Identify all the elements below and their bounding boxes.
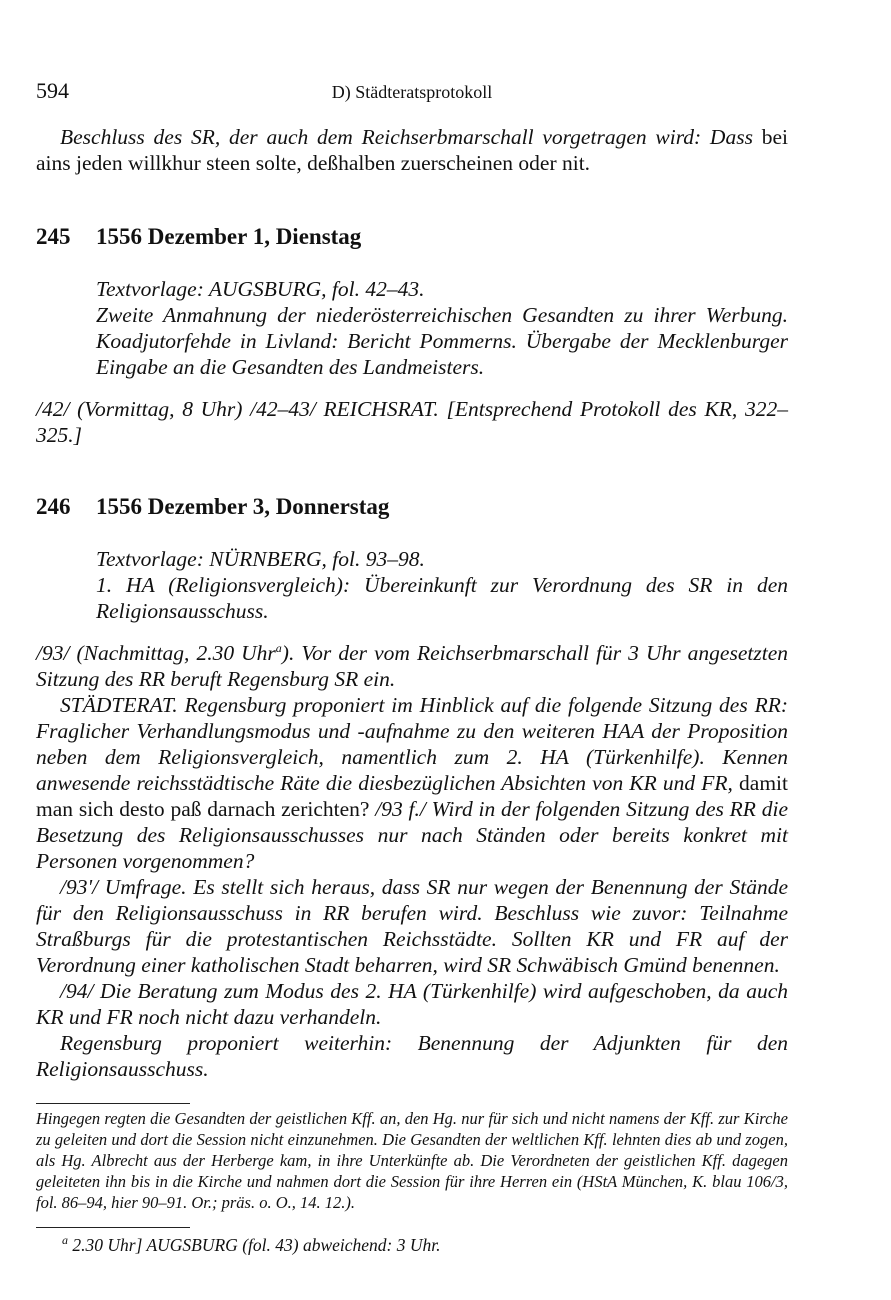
entry-246-summary: 1. HA (Religionsvergleich): Übereinkunft zur Verordnung des SR in den Religionsausschuss. — [96, 573, 788, 623]
entry-246-p3: /93'/ Umfrage. Es stellt sich heraus, dass SR nur wegen der Benennung der Stände für den Religionsausschuss in RR berufen wird. Beschluss wie zuvor: Teilnahme Straßburgs für die protestantischen Reichsstädte. Sollten KR und FR auf der Verordnung einer katholischen Stadt beharren, wird SR Schwäbisch Gmünd benennen. — [36, 875, 788, 977]
footnote-marker-a: a — [275, 640, 282, 655]
intro-roman: bei ains jeden willkhur steen solte, deßhalben zuerscheinen oder nit. — [36, 125, 788, 175]
entry-245-number: 245 — [36, 224, 71, 249]
entry-246-regest — [96, 546, 788, 624]
entry-245-source: Textvorlage: AUGSBURG, fol. 42–43. — [96, 277, 425, 301]
running-header — [36, 78, 788, 106]
entry-245-text — [36, 396, 788, 448]
p2-start: STÄDTERAT. Regensburg proponiert im Hinblick auf die folgende Sitzung des RR: Fraglicher Verhandlungsmodus und -aufnahme zu den weiteren HAA der Proposition neben dem Religionsvergleich, namentlich zum 2. HA (Türkenhilfe). Kennen anwesende reichsstädtische Räte die diesbezüglichen Absichten von KR und FR, — [36, 693, 788, 795]
running-title: D) Städteratsprotokoll — [331, 82, 493, 102]
entry-246-p2 — [36, 692, 788, 874]
p1-start: /93/ (Nachmittag, 2.30 Uhr — [36, 641, 276, 665]
entry-246-number: 246 — [36, 494, 71, 519]
footnote-rule-bottom — [36, 1227, 190, 1228]
entry-245-paragraph: /42/ (Vormittag, 8 Uhr) /42–43/ REICHSRAT. [Entsprechend Protokoll des KR, 322–325.] — [36, 397, 788, 447]
intro-italic: Beschluss des SR, der auch dem Reichserbmarschall vorgetragen wird: Dass — [60, 125, 753, 149]
entry-246-p1 — [36, 640, 788, 692]
variant-footnote-text: 2.30 Uhr] AUGSBURG (fol. 43) abweichend: 3 Uhr. — [68, 1235, 441, 1255]
entry-245-regest — [96, 276, 788, 380]
entry-246-p4: /94/ Die Beratung zum Modus des 2. HA (Türkenhilfe) wird aufgeschoben, da auch KR und FR noch nicht dazu verhandeln. — [36, 979, 788, 1029]
p2-end: /93 f./ Wird in der folgenden Sitzung des RR die Besetzung des Religionsausschusses nur nach Ständen oder bereits konkret mit Personen vorgenommen? — [36, 797, 789, 873]
intro-paragraph — [36, 124, 788, 176]
carryover-footnote-text: Hingegen regten die Gesandten der geistlichen Kff. an, den Hg. nur für sich und nicht namens der Kff. zur Kirche zu geleiten und dort die Session nicht einzunehmen. Die Gesandten der weltlichen Kff. lehnten dies ab und zogen, als Hg. Albrecht aus der Herberge kam, in ihre Unterkünfte ab. Die Verordneten der geistlichen Kff. dagegen geleiteten ihn bis in die Kirche und nahmen dort die Session für ihre Herren ein (HStA München, K. blau 106/3, fol. 86–94, hier 90–91. Or.; präs. o. O., 14. 12.). — [36, 1109, 788, 1212]
entry-245-date: 1556 Dezember 1, Dienstag — [96, 224, 362, 249]
entry-246-text — [36, 640, 788, 1082]
p2-quote: damit man sich desto paß darnach zerichten? — [36, 771, 788, 821]
carryover-footnote — [36, 1108, 788, 1213]
entry-246-p5: Regensburg proponiert weiterhin: Benennung der Adjunkten für den Religionsausschuss. — [36, 1031, 788, 1081]
entry-245-heading — [36, 224, 361, 250]
p1-end: ). Vor der vom Reichserbmarschall für 3 Uhr angesetzten Sitzung des RR beruft Regensburg SR ein. — [36, 641, 788, 691]
entry-245-summary: Zweite Anmahnung der niederösterreichischen Gesandten zu ihrer Werbung. Koadjutorfehde in Livland: Bericht Pommerns. Übergabe der Mecklenburger Eingabe an die Gesandten des Landmeisters. — [96, 303, 788, 379]
page-number: 594 — [36, 78, 69, 103]
entry-246-source: Textvorlage: NÜRNBERG, fol. 93–98. — [96, 547, 425, 571]
entry-246-heading — [36, 494, 389, 520]
variant-footnote — [62, 1234, 788, 1256]
footnote-rule-top — [36, 1103, 190, 1104]
variant-footnote-mark: a — [62, 1233, 68, 1248]
entry-246-date: 1556 Dezember 3, Donnerstag — [96, 494, 390, 519]
